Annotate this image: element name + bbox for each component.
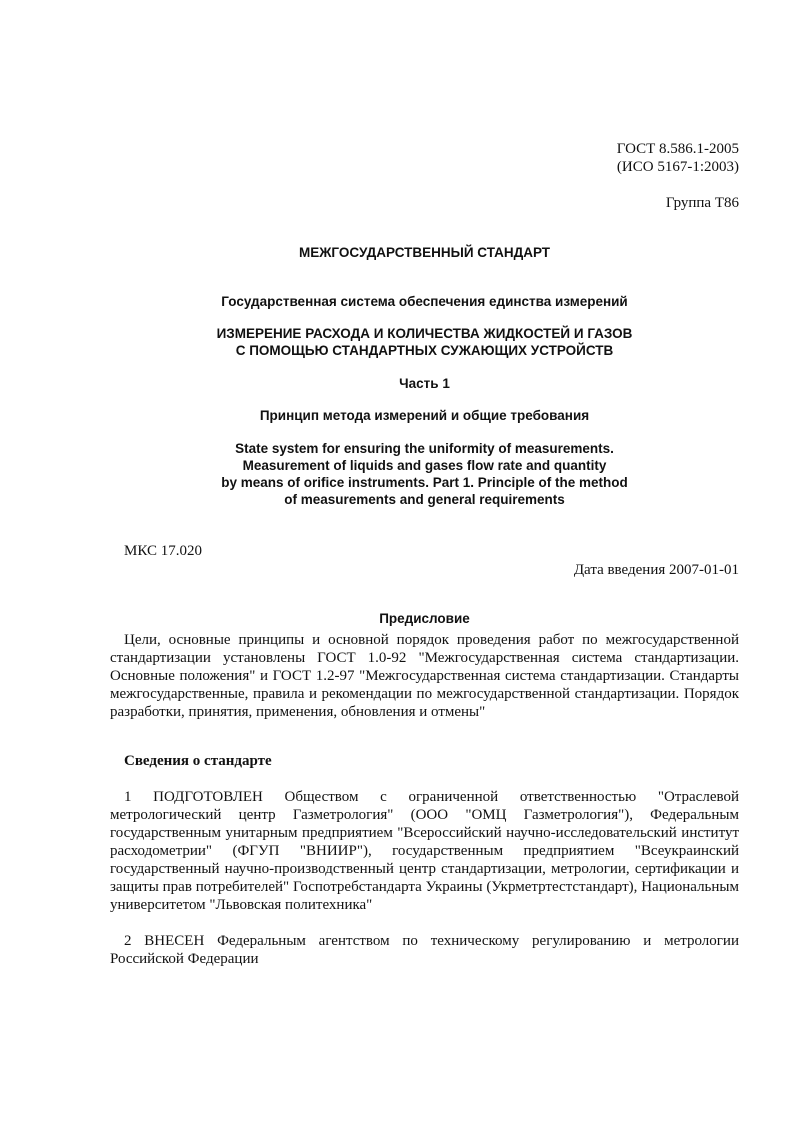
standard-info-item-1: 1 ПОДГОТОВЛЕН Обществом с ограниченной ответственностью "Отраслевой метрологический центр Газметрология" (ООО "ОМЦ Газметрология"), Федеральным государственным унитарным предприятием "Всероссийский научно-исследовательский институт расходометрии" (ФГУП "ВНИИР"), государственным предприятием "Всеукраинский государственный научно-производственный центр стандартизации, метрологии, сертификации и защиты прав потребителей" Госпотребстандарта Украины (Укрметртестстандарт), Национальным университетом "Львовская политехника"	[110, 789, 739, 913]
standard-info-heading: Сведения о стандарте	[124, 753, 272, 769]
main-title-line: ИЗМЕРЕНИЕ РАСХОДА И КОЛИЧЕСТВА ЖИДКОСТЕЙ И ГАЗОВ	[216, 326, 633, 341]
main-title	[110, 325, 739, 359]
mks-code: МКС 17.020	[124, 543, 202, 559]
english-title-line: by means of orifice instruments. Part 1. Principle of the method	[221, 475, 628, 490]
foreword-heading: Предисловие	[379, 611, 470, 626]
foreword-paragraph: Цели, основные принципы и основной порядок проведения работ по межгосударственной стандартизации установлены ГОСТ 1.0-92 "Межгосударственная система стандартизации. Основные положения" и ГОСТ 1.2-97 "Межгосударственная система стандартизации. Стандарты межгосударственные, правила и рекомендации по межгосударственной стандартизации. Порядок разработки, принятия, применения, обновления и отмены"	[110, 632, 739, 720]
standard-type-heading: МЕЖГОСУДАРСТВЕННЫЙ СТАНДАРТ	[298, 245, 551, 260]
part-title: Принцип метода измерений и общие требования	[259, 408, 590, 423]
system-heading: Государственная система обеспечения единства измерений	[221, 294, 628, 309]
gost-number: ГОСТ 8.586.1-2005	[616, 141, 739, 157]
english-title	[110, 440, 739, 508]
standard-info-item-2: 2 ВНЕСЕН Федеральным агентством по техническому регулированию и метрологии Российской Федерации	[110, 933, 739, 967]
part-label: Часть 1	[399, 376, 450, 391]
intro-date: Дата введения 2007-01-01	[573, 562, 739, 578]
english-title-line: of measurements and general requirements	[284, 492, 565, 507]
english-title-line: State system for ensuring the uniformity of measurements.	[235, 441, 614, 456]
group-code: Группа Т86	[665, 195, 739, 211]
iso-number: (ИСО 5167-1:2003)	[616, 159, 739, 175]
main-title-line: С ПОМОЩЬЮ СТАНДАРТНЫХ СУЖАЮЩИХ УСТРОЙСТВ	[235, 343, 614, 358]
english-title-line: Measurement of liquids and gases flow rate and quantity	[242, 458, 607, 473]
